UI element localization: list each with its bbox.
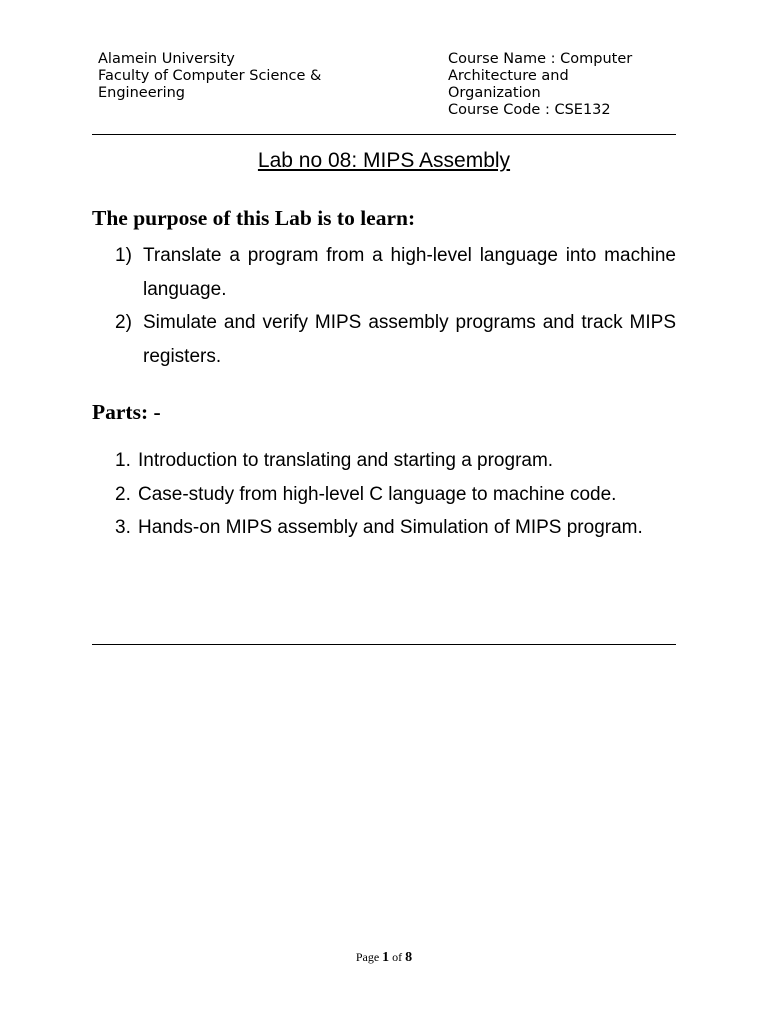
- list-item: [92, 511, 676, 545]
- lab-title: Lab no 08: MIPS Assembly: [257, 149, 511, 172]
- list-marker: 2.: [115, 483, 131, 505]
- purpose-list: [92, 239, 676, 373]
- page-footer: [0, 948, 768, 967]
- faculty-name-line1: Faculty of Computer Science &: [98, 68, 322, 84]
- list-marker: 1.: [115, 450, 131, 471]
- parts-list: [92, 444, 676, 545]
- header-course-info: [448, 51, 688, 119]
- list-item-text: Hands-on MIPS assembly and Simulation of MIPS program.: [138, 517, 643, 538]
- list-item-text: Introduction to translating and starting a program.: [138, 450, 554, 471]
- course-name-line3: Organization: [448, 85, 541, 101]
- parts-heading: Parts: -: [92, 400, 161, 424]
- list-item-text: Translate a program from a high-level language into machine language.: [143, 245, 676, 300]
- page-label: Page: [355, 950, 380, 964]
- content-divider: [92, 644, 676, 645]
- list-item: [92, 239, 676, 306]
- course-name-line1: Course Name : Computer: [448, 51, 633, 67]
- of-label: of: [392, 950, 403, 964]
- list-item: [92, 306, 676, 373]
- course-code: Course Code : CSE132: [448, 102, 611, 118]
- total-pages-number: 8: [405, 950, 413, 965]
- header-divider: [92, 134, 676, 135]
- faculty-name-line2: Engineering: [98, 85, 185, 101]
- purpose-heading: The purpose of this Lab is to learn:: [92, 206, 416, 230]
- list-marker: 1): [115, 245, 132, 266]
- list-item-text: Simulate and verify MIPS assembly programs and track MIPS registers.: [143, 312, 676, 367]
- list-item: [92, 478, 676, 512]
- current-page-number: 1: [382, 950, 390, 965]
- list-marker: 2): [115, 312, 132, 333]
- header-institution: [98, 51, 398, 102]
- list-item: [92, 444, 676, 478]
- university-name: Alamein University: [98, 51, 235, 67]
- list-marker: 3.: [115, 517, 131, 538]
- course-name-line2: Architecture and: [448, 68, 569, 84]
- list-item-text: Case-study from high-level C language to machine code.: [138, 483, 617, 505]
